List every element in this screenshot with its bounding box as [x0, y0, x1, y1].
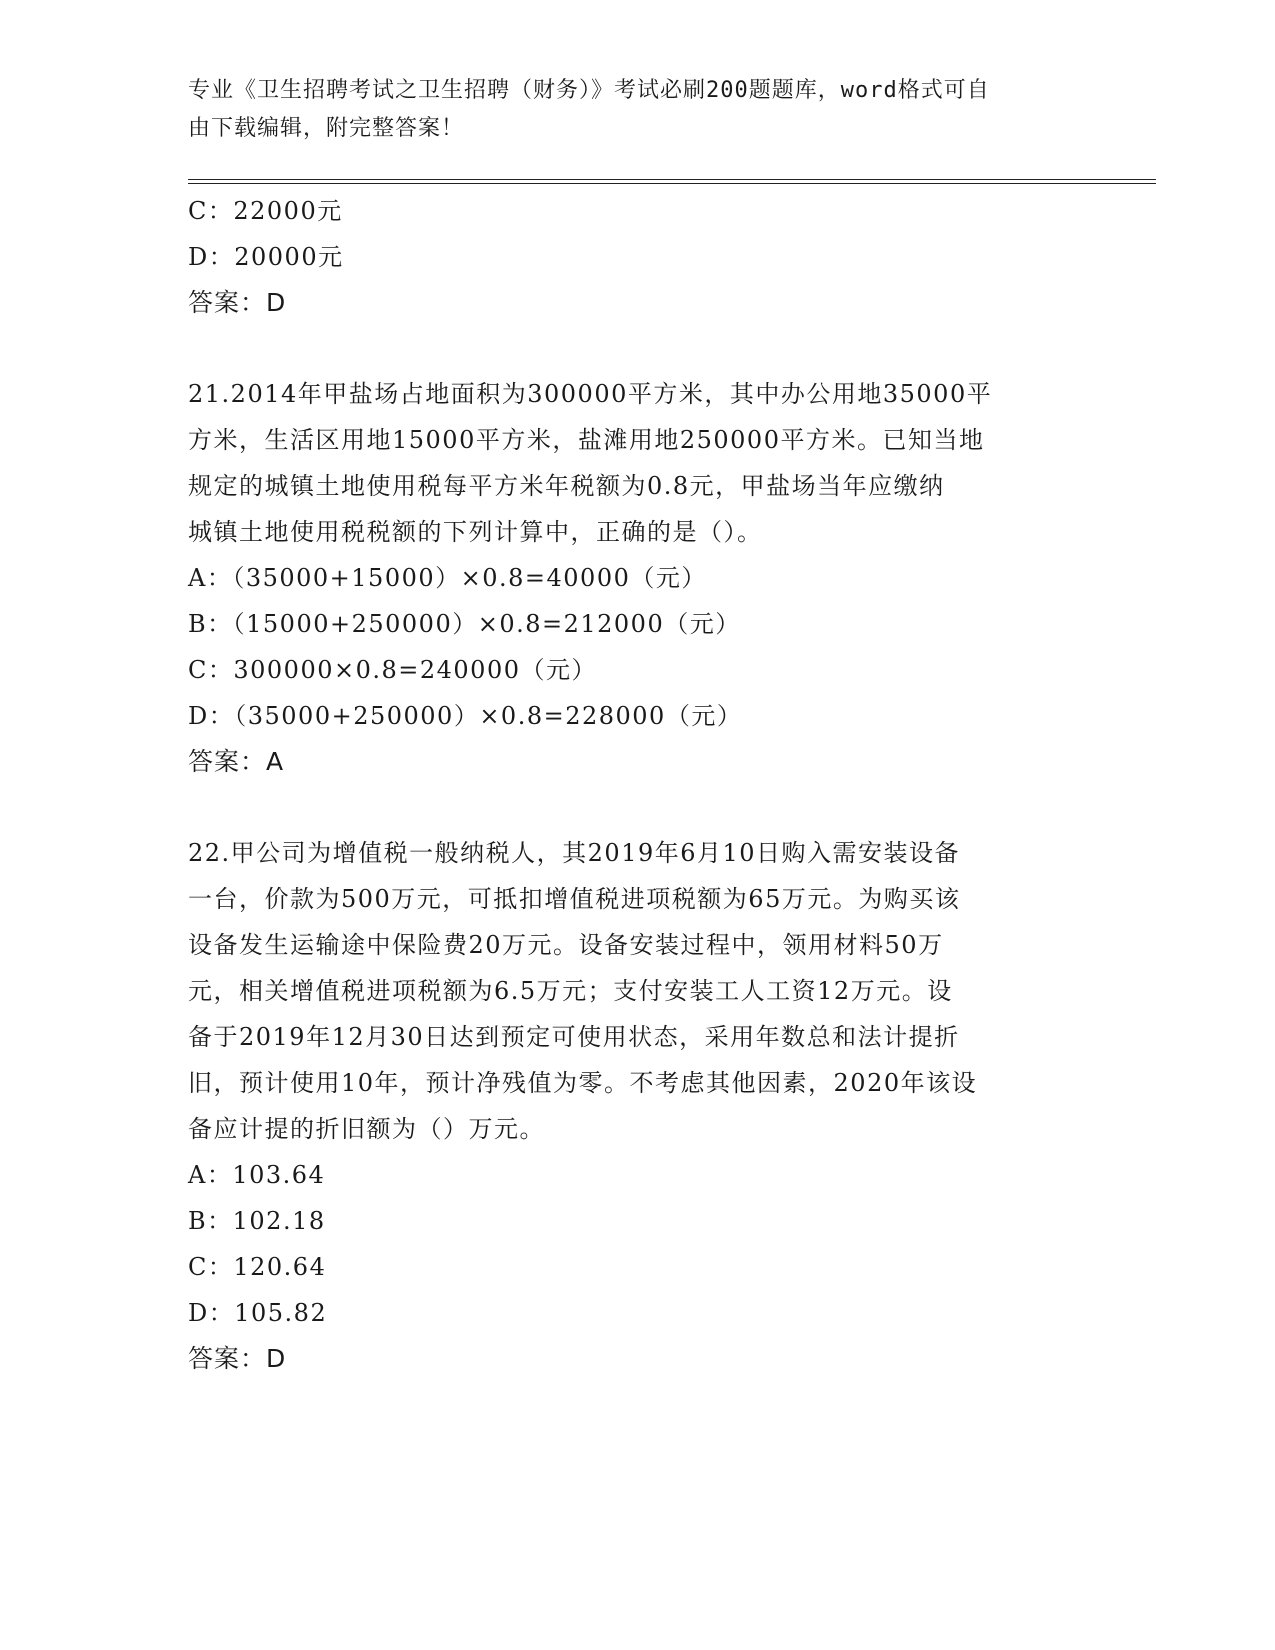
option-a: A：103.64 [188, 1161, 326, 1189]
stem-line: 元，相关增值税进项税额为6.5万元；支付安装工人工资12万元。设 [188, 977, 953, 1005]
question-22 [188, 830, 1088, 1382]
question-21-stem [188, 371, 1088, 555]
option-c: C：22000元 [188, 197, 343, 225]
option-a: A：（35000+15000）×0.8=40000（元） [188, 564, 707, 592]
option-b: B：（15000+250000）×0.8=212000（元） [188, 610, 741, 638]
previous-question-tail [188, 188, 1088, 326]
option-c: C：300000×0.8=240000（元） [188, 656, 597, 684]
header-title-line-2: 由下载编辑，附完整答案！ [188, 116, 465, 141]
spacer [188, 785, 1088, 830]
stem-line: 备应计提的折旧额为（）万元。 [188, 1115, 545, 1143]
stem-line: 21.2014年甲盐场占地面积为300000平方米，其中办公用地35000平 [188, 380, 993, 408]
spacer [188, 326, 1088, 371]
header-title-line-1: 专业《卫生招聘考试之卫生招聘（财务）》考试必刷200题题库，word格式可自 [188, 78, 990, 103]
document-header [188, 72, 1088, 148]
stem-line: 城镇土地使用税税额的下列计算中，正确的是（）。 [188, 518, 763, 546]
answer-line: 答案：D [188, 1344, 287, 1373]
stem-line: 22.甲公司为增值税一般纳税人，其2019年6月10日购入需安装设备 [188, 839, 961, 867]
option-d: D：105.82 [188, 1299, 328, 1327]
header-divider-bottom [188, 183, 1156, 184]
stem-line: 规定的城镇土地使用税每平方米年税额为0.8元，甲盐场当年应缴纳 [188, 472, 945, 500]
option-c: C：120.64 [188, 1253, 327, 1281]
stem-line: 一台，价款为500万元，可抵扣增值税进项税额为65万元。为购买该 [188, 885, 961, 913]
option-b: B：102.18 [188, 1207, 326, 1235]
stem-line: 设备发生运输途中保险费20万元。设备安装过程中，领用材料50万 [188, 931, 944, 959]
header-divider-top [188, 179, 1156, 180]
question-22-stem [188, 830, 1088, 1152]
answer-line: 答案：A [188, 747, 285, 776]
question-content [188, 188, 1088, 1382]
stem-line: 方米，生活区用地15000平方米，盐滩用地250000平方米。已知当地 [188, 426, 985, 454]
stem-line: 备于2019年12月30日达到预定可使用状态，采用年数总和法计提折 [188, 1023, 960, 1051]
stem-line: 旧，预计使用10年，预计净残值为零。不考虑其他因素，2020年该设 [188, 1069, 978, 1097]
option-d: D：（35000+250000）×0.8=228000（元） [188, 702, 743, 730]
option-d: D：20000元 [188, 243, 344, 271]
question-21 [188, 371, 1088, 785]
answer-line: 答案：D [188, 288, 287, 317]
